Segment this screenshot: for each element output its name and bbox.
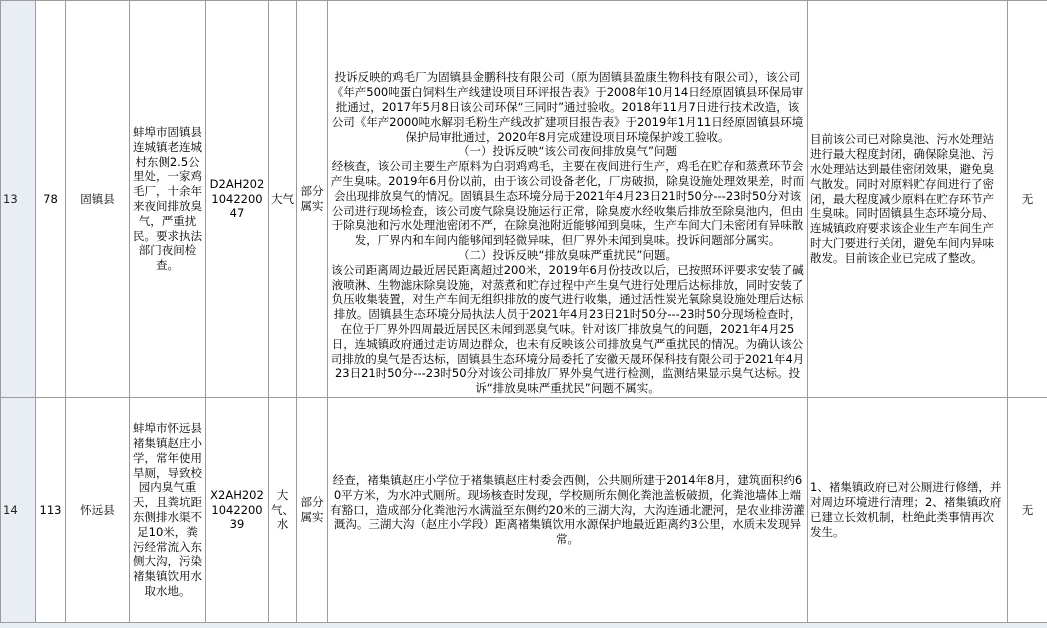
seq-cell[interactable]: 78	[36, 1, 66, 398]
pollution-type-cell[interactable]: 大气、水	[269, 398, 297, 623]
complaint-cell[interactable]: 蚌埠市怀远县褚集镇赵庄小学，常年使用旱厕，导致校园内臭气重天，且粪坑距东侧排水渠不足10米，粪污经常流入东侧大沟，污染褚集镇饮用水取水地。	[130, 398, 206, 623]
verdict-cell[interactable]: 部分属实	[297, 398, 328, 623]
accountability-cell[interactable]: 无	[1008, 1, 1047, 398]
accountability-cell[interactable]: 无	[1008, 398, 1047, 623]
row-header[interactable]: 13	[1, 1, 36, 398]
row-header[interactable]: 14	[1, 398, 36, 623]
code-cell[interactable]: X2AH2021042200 39	[206, 398, 269, 623]
seq-cell[interactable]: 113	[36, 398, 66, 623]
verdict-cell[interactable]: 部分属实	[297, 1, 328, 398]
complaint-cell[interactable]: 蚌埠市固镇县连城镇老连城村东侧2.5公里处，一家鸡毛厂，十余年来夜间排放臭气，严重扰民。要求执法部门夜间检查。	[130, 1, 206, 398]
pollution-type-cell[interactable]: 大气	[269, 1, 297, 398]
result-cell[interactable]: 目前该公司已对除臭池、污水处理站进行最大程度封闭，确保除臭池、污水处理站达到最佳密闭效果，避免臭气散发。同时对原料贮存间进行了密闭，最大程度减少原料在贮存环节产生臭味。同时固镇县生态环境分局、连城镇政府要求该企业生产车间生产时大门要进行关闭，避免车间内异味散发。目前该企业已完成了整改。	[808, 1, 1008, 398]
county-cell[interactable]: 固镇县	[66, 1, 130, 398]
table-row[interactable]	[1, 398, 1047, 623]
next-row-strip	[0, 622, 1047, 628]
investigation-cell[interactable]	[328, 1, 808, 398]
investigation-subheading: （一）投诉反映“该公司夜间排放臭气”问题	[330, 144, 805, 159]
result-cell[interactable]: 1、褚集镇政府已对公厕进行修缮，并对周边环境进行清理；2、褚集镇政府已建立长效机制，杜绝此类事情再次发生。	[808, 398, 1008, 623]
investigation-subheading: （二）投诉反映“排放臭味严重扰民”问题。	[330, 248, 805, 263]
investigation-paragraph: 投诉反映的鸡毛厂为固镇县金鹏科技有限公司（原为固镇县盈康生物科技有限公司），该公司《年产500吨蛋白饲料生产线建设项目环评报告表》于2008年10月14日经原固镇县环保局审批通过，2017年5月8日该公司环保“三同时”通过验收。2018年11月7日进行技术改造，该公司《年产2000吨水解羽毛粉生产线改扩建项目报告表》于2019年1月11日经原固镇县环境保护局审批通过，2020年8月完成建设项目环境保护竣工验收。	[330, 70, 805, 144]
investigation-cell[interactable]	[328, 398, 808, 623]
investigation-paragraph: 经查，褚集镇赵庄小学位于褚集镇赵庄村委会西侧，公共厕所建于2014年8月，建筑面积约60平方米，为水冲式厕所。现场核查时发现，学校厕所东侧化粪池盖板破损，化粪池墙体上端有豁口，造成部分化粪池污水满溢至东侧约20米的三湖大沟，大沟连通北淝河，是农业排涝灌溉沟。三湖大沟（赵庄小学段）距离褚集镇饮用水源保护地最近距离约3公里，水质未发现异常。	[330, 473, 805, 547]
code-cell[interactable]: D2AH2021042200 47	[206, 1, 269, 398]
county-cell[interactable]: 怀远县	[66, 398, 130, 623]
table-row[interactable]	[1, 1, 1047, 398]
investigation-paragraph: 该公司距离周边最近居民距离超过200米，2019年6月份技改以后，已按照环评要求安装了碱液喷淋、生物滤床除臭设施，对蒸煮和贮存过程中产生臭气进行处理后达标排放，同时安装了负压收集装置，对生产车间无组织排放的废气进行收集，通过活性炭光氧除臭设施处理后达标排放。固镇县生态环境分局执法人员于2021年4月23日21时50分---23时50分现场检查时，在位于厂界外四周最近居民区未闻到恶臭气味。针对该厂排放臭气的问题，2021年4月25日，连城镇政府通过走访周边群众，也未有反映该公司排放臭气严重扰民的情况。为确认该公司排放的臭气是否达标，固镇县生态环境分局委托了安徽天晟环保科技有限公司于2021年4月23日21时50分---23时50分对该公司排放厂界外臭气进行检测，监测结果显示臭气达标。投诉“排放臭味严重扰民”问题不属实。	[330, 263, 805, 396]
investigation-paragraph: 经核查，该公司主要生产原料为白羽鸡鸡毛，主要在夜间进行生产，鸡毛在贮存和蒸煮环节会产生臭味。2019年6月份以前，由于该公司设备老化，厂房破损，除臭设施处理效果差，时而会出现排放臭气的情况。固镇县生态环境分局于2021年4月23日21时50分---23时50分对该公司进行现场检查，该公司废气除臭设施运行正常，除臭废水经收集后排放至除臭池内，但由于除臭池和污水处理池密闭不严，在除臭池附近能够闻到臭味，生产车间大门未密闭有异味散发，厂界内和车间内能够闻到轻微异味，但厂界外未闻到臭味。投诉问题部分属实。	[330, 159, 805, 248]
